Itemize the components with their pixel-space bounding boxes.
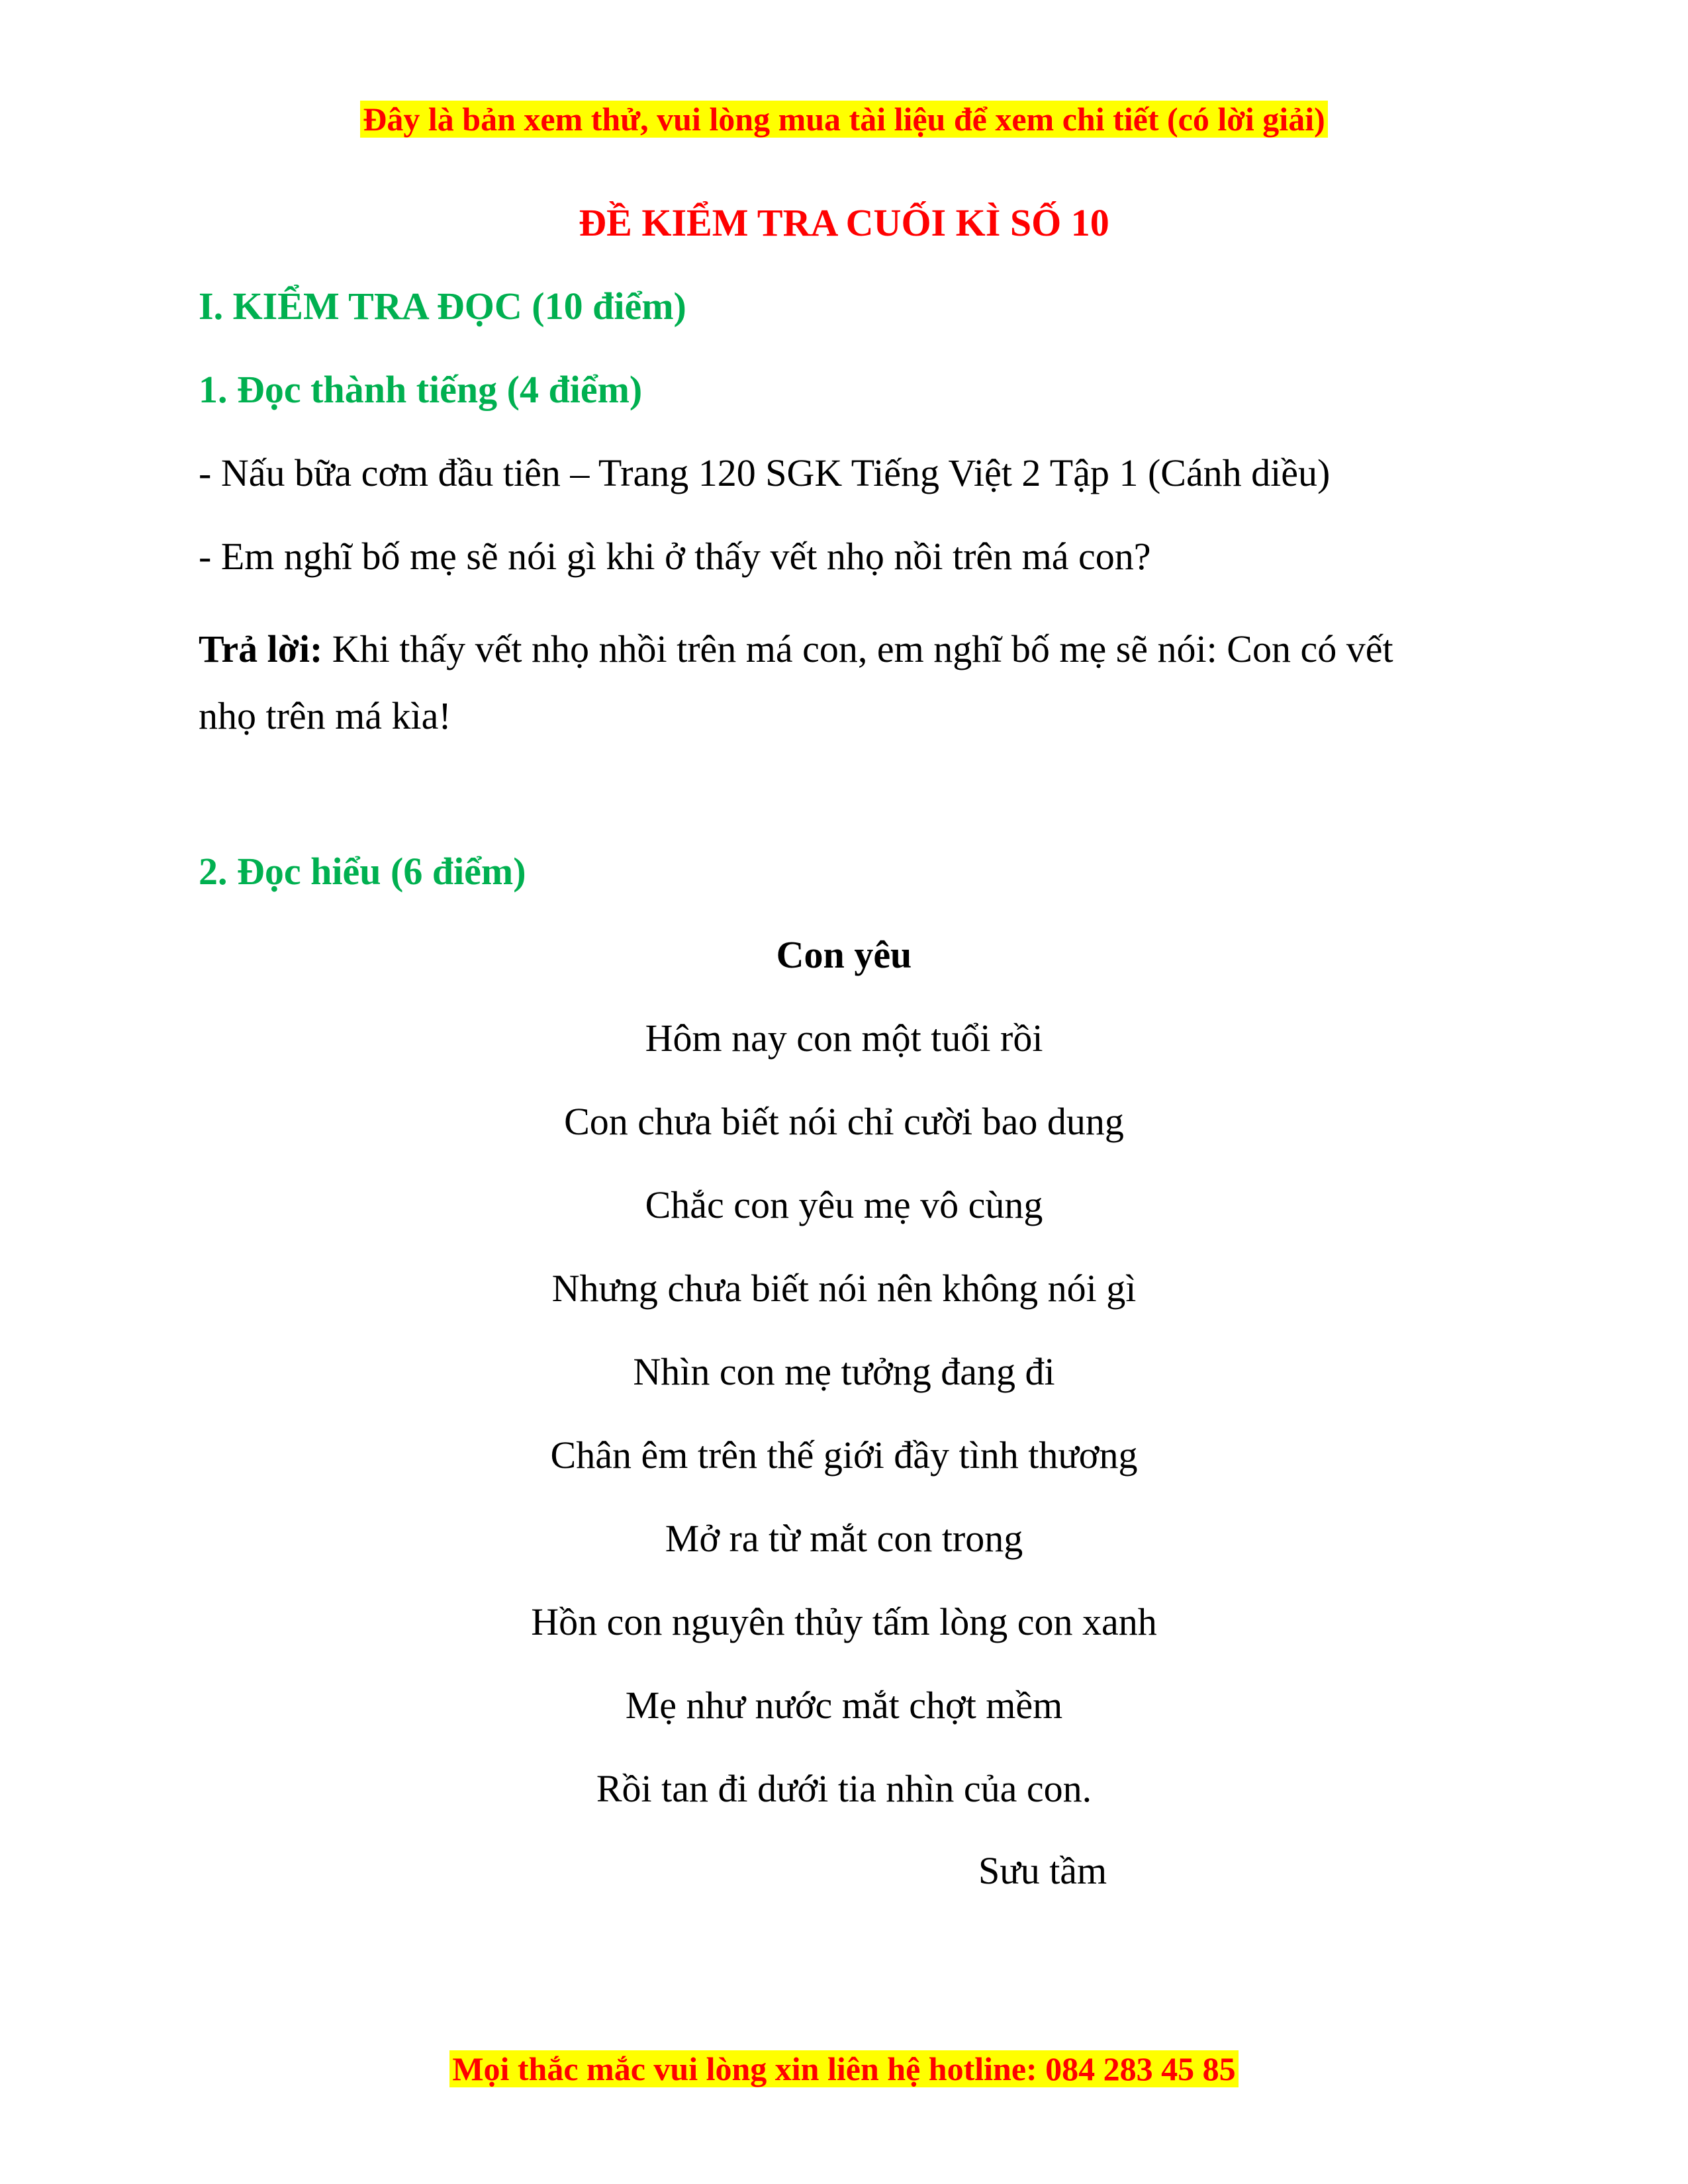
- answer-label: Trả lời:: [199, 627, 323, 670]
- answer-text: Khi thấy vết nhọ nhồi trên má con, em nghĩ bố mẹ sẽ nói: Con có vết nhọ trên má kìa!: [199, 627, 1393, 737]
- document-title: ĐỀ KIỂM TRA CUỐI KÌ SỐ 10: [579, 201, 1109, 244]
- poem-line: Con chưa biết nói chỉ cười bao dung: [564, 1100, 1124, 1143]
- poem-line: Mở ra từ mắt con trong: [665, 1517, 1023, 1560]
- poem-line: Chân êm trên thế giới đầy tình thương: [550, 1433, 1138, 1477]
- poem-line: Chắc con yêu mẹ vô cùng: [645, 1183, 1043, 1226]
- poem-source: Sưu tầm: [978, 1849, 1107, 1892]
- poem-line: Mẹ như nước mắt chợt mềm: [625, 1684, 1063, 1727]
- poem: [0, 1015, 1688, 1849]
- reading-aloud-task-1: - Nấu bữa cơm đầu tiên – Trang 120 SGK Tiếng Việt 2 Tập 1 (Cánh diều): [199, 451, 1331, 494]
- preview-notice-banner: [0, 98, 1688, 140]
- hotline-notice-banner: [0, 2048, 1688, 2090]
- part-heading-comprehension: 2. Đọc hiểu (6 điểm): [199, 850, 526, 893]
- preview-notice-text: Đây là bản xem thử, vui lòng mua tài liệu để xem chi tiết (có lời giải): [360, 101, 1327, 138]
- reading-aloud-task-2: - Em nghĩ bố mẹ sẽ nói gì khi ở thấy vết nhọ nồi trên má con?: [199, 535, 1151, 578]
- hotline-notice-text: Mọi thắc mắc vui lòng xin liên hệ hotline: 084 283 45 85: [449, 2050, 1238, 2087]
- poem-line: Nhìn con mẹ tưởng đang đi: [633, 1350, 1055, 1393]
- poem-title: Con yêu: [776, 933, 912, 976]
- poem-line: Hôm nay con một tuổi rồi: [645, 1017, 1043, 1060]
- part-heading-reading-aloud: 1. Đọc thành tiếng (4 điểm): [199, 368, 643, 411]
- section-heading-reading: I. KIỂM TRA ĐỌC (10 điểm): [199, 285, 686, 328]
- poem-line: Hồn con nguyên thủy tấm lòng con xanh: [531, 1600, 1157, 1643]
- answer-paragraph: [199, 615, 1456, 749]
- poem-line: Rồi tan đi dưới tia nhìn của con.: [596, 1767, 1092, 1810]
- poem-line: Nhưng chưa biết nói nên không nói gì: [551, 1267, 1137, 1310]
